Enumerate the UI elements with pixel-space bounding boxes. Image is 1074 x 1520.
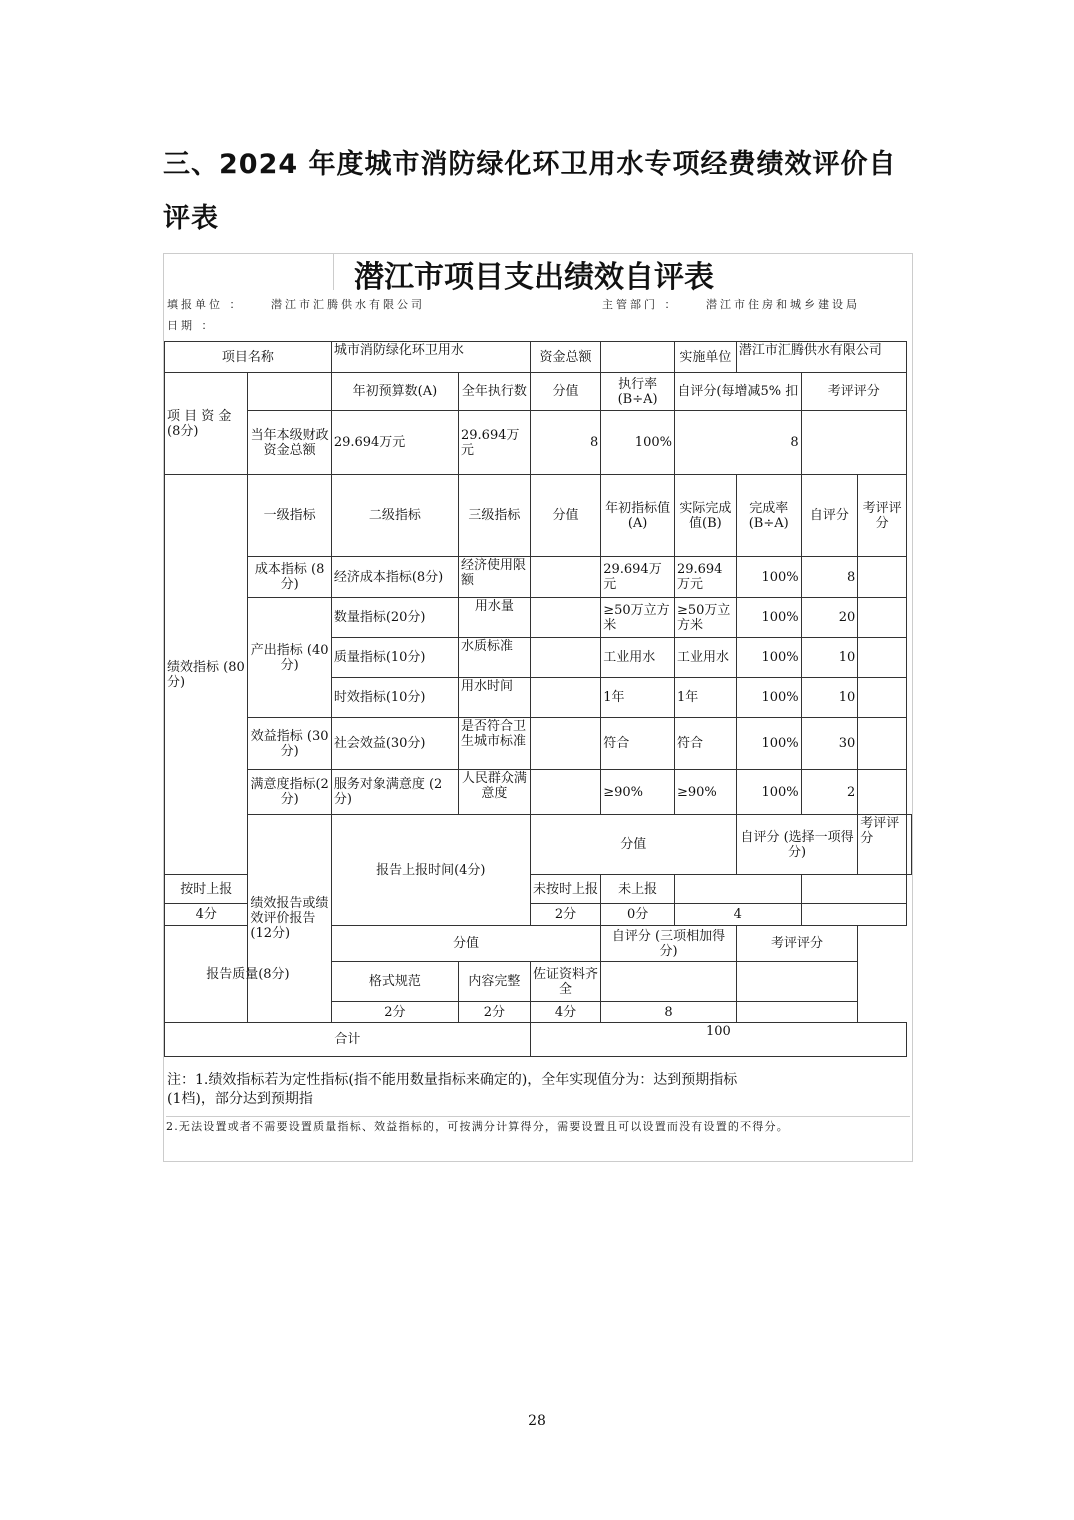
- fund-total-label: 资金总额: [530, 342, 600, 373]
- perf-review: [858, 638, 907, 678]
- funds-budget: 29.694万元: [331, 411, 458, 475]
- funds-actual: 29.694万元: [459, 411, 531, 475]
- evaluation-sheet: [163, 253, 913, 1162]
- funds-rate: 100%: [601, 411, 675, 475]
- report-time-opt: 未按时上报: [530, 875, 600, 904]
- fill-unit-label: 填报单位 ：: [167, 298, 244, 311]
- page-heading: 三、2024 年度城市消防绿化环卫用水专项经费绩效评价自评表: [163, 149, 897, 234]
- perf-l2: 质量指标(10分): [331, 638, 458, 678]
- perf-self-header: 自评分: [801, 475, 858, 557]
- perf-l2-header: 二级指标: [331, 475, 458, 557]
- report-quality-label: 报告质量(8分): [165, 926, 332, 1023]
- perf-rate-header: 完成率 (B÷A): [736, 475, 801, 557]
- report-time-opt: 按时上报: [165, 875, 248, 904]
- perf-actual: 29.694万元: [674, 557, 736, 598]
- funds-row-label: 当年本级财政资金总额: [248, 411, 331, 475]
- funds-section-label: 项 目 资 金 (8分): [165, 373, 248, 475]
- report-time-self-blank: [674, 875, 801, 904]
- perf-l3-header: 三级指标: [459, 475, 531, 557]
- report-time-score: 0分: [601, 904, 675, 926]
- perf-score: [530, 770, 600, 815]
- report-quality-self-blank: [601, 962, 737, 1002]
- report-time-self: 4: [674, 904, 801, 926]
- dept: 潜江市住房和城乡建设局: [706, 298, 860, 311]
- funds-review: [801, 411, 906, 475]
- perf-target: 1年: [601, 678, 675, 718]
- project-name: 城市消防绿化环卫用水: [331, 342, 530, 373]
- report-quality-opt: 佐证资料齐全: [530, 962, 600, 1002]
- sheet-title: 潜江市项目支出绩效自评表: [354, 260, 714, 295]
- funds-budget-header: 年初预算数(A): [331, 373, 458, 411]
- perf-rate: 100%: [736, 678, 801, 718]
- report-time-score-label: 分值: [530, 815, 736, 875]
- dept-label: 主管部门 ：: [602, 298, 679, 311]
- report-quality-score: 2分: [331, 1002, 458, 1023]
- date-label: 日期 ：: [167, 319, 216, 332]
- note-line-1: 注：1.绩效指标若为定性指标(指不能用数量指标来确定的)，全年实现值分为：达到预期指标: [167, 1072, 738, 1088]
- report-quality-opt: 格式规范: [331, 962, 458, 1002]
- report-time-opt: 未上报: [601, 875, 675, 904]
- impl-unit-label: 实施单位: [674, 342, 736, 373]
- project-name-label: 项目名称: [165, 342, 332, 373]
- note-line-2: (1档)，部分达到预期指: [167, 1091, 313, 1107]
- perf-l2: 服务对象满意度 (2分): [331, 770, 458, 815]
- total-label: 合计: [165, 1023, 531, 1057]
- report-time-score: 2分: [530, 904, 600, 926]
- perf-actual: ≥50万立方米: [674, 598, 736, 638]
- report-time-review: [801, 904, 906, 926]
- perf-self: 10: [801, 638, 858, 678]
- report-quality-score: 2分: [459, 1002, 531, 1023]
- perf-l3: 用水时间: [459, 678, 531, 718]
- evaluation-table: [164, 341, 912, 1057]
- fund-total: [601, 342, 675, 373]
- perf-score: [530, 638, 600, 678]
- report-quality-score-label: 分值: [331, 926, 600, 962]
- report-quality-review: [736, 1002, 857, 1023]
- perf-actual: 工业用水: [674, 638, 736, 678]
- perf-l3: 水质标准: [459, 638, 531, 678]
- perf-l3: 经济使用限额: [459, 557, 531, 598]
- impl-unit: 潜江市汇腾供水有限公司: [736, 342, 906, 373]
- perf-l2: 时效指标(10分): [331, 678, 458, 718]
- report-quality-self: 8: [601, 1002, 737, 1023]
- perf-review: [858, 678, 907, 718]
- report-quality-review-blank: [736, 962, 857, 1002]
- perf-l3: 用水量: [459, 598, 531, 638]
- funds-score-header: 分值: [530, 373, 600, 411]
- perf-self: 8: [801, 557, 858, 598]
- perf-l1: 成本指标 (8分): [248, 557, 331, 598]
- perf-rate: 100%: [736, 557, 801, 598]
- report-quality-review-header: 考评评分: [736, 926, 857, 962]
- perf-review-header: 考评评分: [858, 475, 907, 557]
- perf-l1: 满意度指标(2分): [248, 770, 331, 815]
- report-quality-self-header: 自评分 (三项相加得分): [601, 926, 737, 962]
- report-time-review-header: 考评评分: [858, 815, 907, 875]
- funds-self-score: 8: [674, 411, 801, 475]
- perf-review: [858, 718, 907, 770]
- perf-target: ≥90%: [601, 770, 675, 815]
- perf-self: 30: [801, 718, 858, 770]
- perf-self: 10: [801, 678, 858, 718]
- perf-score: [530, 598, 600, 638]
- table-row: [165, 598, 912, 638]
- perf-rate: 100%: [736, 718, 801, 770]
- perf-actual: 1年: [674, 678, 736, 718]
- perf-score-header: 分值: [530, 475, 600, 557]
- total-value: 100: [530, 1023, 906, 1057]
- report-time-self-header: 自评分 (选择一项得分): [736, 815, 857, 875]
- report-time-blank: [907, 815, 912, 875]
- perf-actual-header: 实际完成值(B): [674, 475, 736, 557]
- perf-target: 29.694万元: [601, 557, 675, 598]
- perf-l1-header: 一级指标: [248, 475, 331, 557]
- perf-self: 2: [801, 770, 858, 815]
- fill-unit: 潜江市汇腾供水有限公司: [271, 298, 425, 311]
- report-quality-score: 4分: [530, 1002, 600, 1023]
- perf-review: [858, 598, 907, 638]
- perf-l1: 效益指标 (30分): [248, 718, 331, 770]
- perf-target: ≥50万立方米: [601, 598, 675, 638]
- funds-blank: [248, 373, 331, 411]
- perf-rate: 100%: [736, 770, 801, 815]
- perf-actual: 符合: [674, 718, 736, 770]
- perf-review: [858, 557, 907, 598]
- perf-target: 工业用水: [601, 638, 675, 678]
- perf-l3: 是否符合卫生城市标准: [459, 718, 531, 770]
- note-line-3: 2.无法设置或者不需要设置质量指标、效益指标的，可按满分计算得分，需要设置且可以设置而没有设置的不得分。: [166, 1116, 910, 1134]
- report-quality-opt: 内容完整: [459, 962, 531, 1002]
- perf-l2: 数量指标(20分): [331, 598, 458, 638]
- perf-l2: 经济成本指标(8分): [331, 557, 458, 598]
- funds-rate-header: 执行率 (B÷A): [601, 373, 675, 411]
- table-row: [165, 718, 912, 770]
- perf-l2: 社会效益(30分): [331, 718, 458, 770]
- report-time-review-blank: [801, 875, 906, 904]
- report-section-label: 绩效报告或绩效评价报告(12分): [248, 815, 331, 1023]
- perf-rate: 100%: [736, 638, 801, 678]
- funds-review-header: 考评评分: [801, 373, 906, 411]
- funds-actual-header: 全年执行数: [459, 373, 531, 411]
- table-row: [165, 770, 912, 815]
- funds-score: 8: [530, 411, 600, 475]
- perf-l3: 人民群众满意度: [459, 770, 531, 815]
- report-time-label: 报告上报时间(4分): [331, 815, 530, 926]
- table-row: [165, 557, 912, 598]
- perf-self: 20: [801, 598, 858, 638]
- perf-l1: 产出指标 (40分): [248, 598, 331, 718]
- perf-target-header: 年初指标值 (A): [601, 475, 675, 557]
- page-number: 28: [528, 1413, 546, 1429]
- funds-self-header: 自评分(每增减5% 扣: [674, 373, 801, 411]
- perf-score: [530, 557, 600, 598]
- perf-actual: ≥90%: [674, 770, 736, 815]
- perf-score: [530, 718, 600, 770]
- report-time-score: 4分: [165, 904, 248, 926]
- perf-rate: 100%: [736, 598, 801, 638]
- perf-section-label: 绩效指标 (80分): [165, 475, 248, 875]
- perf-review: [858, 770, 907, 815]
- perf-score: [530, 678, 600, 718]
- perf-target: 符合: [601, 718, 675, 770]
